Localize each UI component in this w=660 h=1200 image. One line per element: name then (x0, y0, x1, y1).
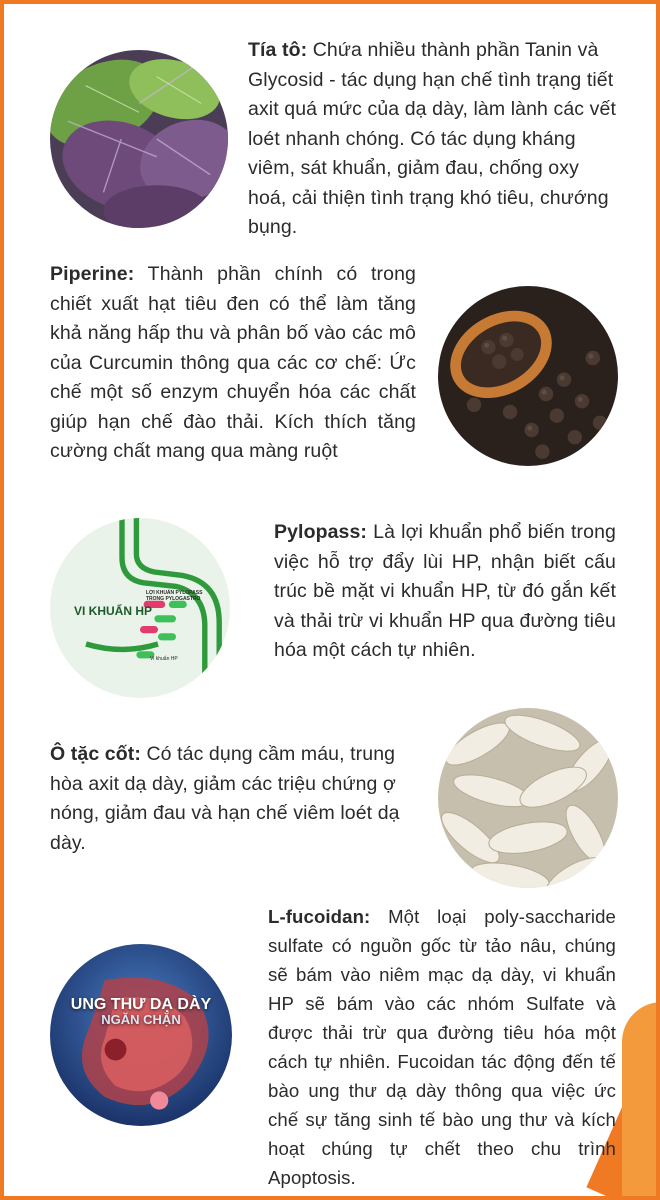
section-text: L-fucoidan: Một loại poly-saccharide sulfate có nguồn gốc từ tảo nâu, chúng sẽ bám vào niêm mạc dạ dày, vi khuẩn HP sẽ bám vào các nhóm Sulfate và được thải trừ qua đường tiêu hóa một cách tự nhiên. Fucoidan tác động đến tế bào ung thư dạ dày thông qua việc ức chế sự tăng sinh tế bào ung thư và kích hoạt chúng tự chết theo chu trình Apoptosis. (268, 906, 616, 1188)
section-pylopass (274, 518, 616, 666)
cancer-subtitle: NGĂN CHẶN (101, 1012, 181, 1027)
stomach-diagram-caption: LỢI KHUẨN PYLOPASS TRONG PYLOGASTRO (146, 590, 203, 602)
stomach-diagram-image (50, 518, 230, 698)
section-cuttlebone (50, 740, 410, 858)
stomach-cancer-image (50, 944, 232, 1126)
section-text: Piperine: Thành phần chính có trong chiết xuất hạt tiêu đen có thể làm tăng khả năng hấp thu và phân bố vào các mô của Curcumin thông qua các cơ chế: Ức chế một số enzym chuyển hóa các chất giúp hạn chế đào thải. Kích thích tăng cường chất mang qua màng ruột (50, 263, 416, 462)
cancer-title: UNG THƯ DẠ DÀY (70, 996, 212, 1013)
section-label: Ô tặc cốt: (50, 743, 141, 765)
section-label: Tía tô: (248, 39, 308, 61)
section-label: Pylopass: (274, 521, 368, 543)
cuttlebone-image (438, 708, 618, 888)
section-text: Ô tặc cốt: Có tác dụng cầm máu, trung hòa axit dạ dày, giảm các triệu chứng ợ nóng, giảm đau và hạn chế viêm loét dạ dày. (50, 743, 400, 854)
decorative-corner-accent (622, 1002, 660, 1200)
section-piperine (50, 260, 416, 467)
perilla-leaves-image (50, 50, 228, 228)
stomach-diagram-tag: Vi khuẩn HP (150, 656, 178, 662)
section-label: Piperine: (50, 263, 135, 285)
section-perilla (248, 36, 616, 243)
black-pepper-image (438, 286, 618, 466)
section-text: Tía tô: Chứa nhiều thành phần Tanin và Glycosid - tác dụng hạn chế tình trạng tiết axit quá mức của dạ dày, làm lành các vết loét nhanh chóng. Có tác dụng kháng viêm, sát khuẩn, giảm đau, chống oxy hoá, cải thiện tình trạng khó tiêu, chướng bụng. (248, 39, 616, 238)
section-text: Pylopass: Là lợi khuẩn phổ biến trong việc hỗ trợ đẩy lùi HP, nhận biết cấu trúc bề mặt vi khuẩn HP, từ đó gắn kết và thải trừ vi khuẩn HP qua đường tiêu hóa một cách tự nhiên. (274, 521, 616, 661)
section-fucoidan (268, 902, 616, 1192)
stomach-diagram-label: VI KHUẨN HP (74, 604, 153, 618)
section-label: L-fucoidan: (268, 906, 371, 927)
